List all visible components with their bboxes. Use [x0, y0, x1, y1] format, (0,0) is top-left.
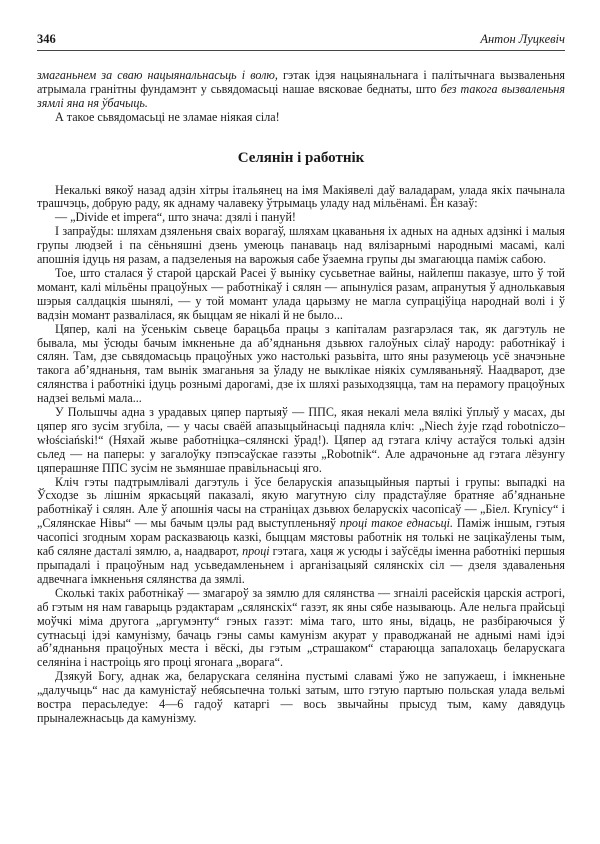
- intro-italic-1: змаганьнем за сваю нацыянальнасьць і волю,: [37, 68, 278, 82]
- book-page: [37, 32, 565, 726]
- paragraph-text: Кліч гэты падтрымлівалі дагэтуль і ўсе беларускія апазыцыйныя партыі і групы: выпадкі на Ўсходзе зь лішнім яркасьцяй паказалі, якую магутную сілу прадстаўляе братняе аб’яднаньне работнікаў і сялян. Але ў апошнія часы на страніцах дзьвюх беларускіх часопісаў — „Біел. Krynicy“ і „Сялянскае Нівы“ — мы бачым цэлы рад выступленьняў: [37, 474, 565, 531]
- intro-paragraph-2: А такое сьвядомасьці не зламае ніякая сіла!: [55, 109, 280, 124]
- paragraph: Тое, што сталася ў старой царскай Расеі ў выніку сусьветнае вайны, найлепш паказуе, што ў той момант, калі мільёны працоўных — работнікаў і сялян — апынуліся разам, апранутыя ў аднолькавыя шэрыя салдацкія шынялі, — у той момант улада царызму не магла супраціўіца народнай волі і ў вадзін момант развалілася, як быццам яе нікалі й не было...: [37, 265, 565, 322]
- running-author: Антон Луцкевіч: [480, 32, 565, 46]
- paragraph-text: Паміж іншым, гэтыя часопісі згодным хорам расказваюць казкі, быццам мястовы работнік ня толькі не зацікаўлены тым, каб сяляне дасталі зямлю, а, наадварот,: [37, 516, 566, 559]
- page-number: 346: [37, 32, 56, 46]
- paragraph: Сколькі такіх работнікаў — змагароў за зямлю для сялянства — згнаілі расейскія царскія астрогі, аб гэтым ня нам гаварыць рэдактарам „сялянскіх“ газэт, як яны сябе называюць. Але нельга прайсьці моўчкі міма другога „аргумэнту“ гэных газэт: міма таго, што яны, відаць, не разбіраючыся ў сутнасьці ідэі камунізму, бачаць гэны самы камунізм акурат у праводжанай не аднымі намі ідэі аб’яднаньня працоўных места і вёскі, ды гэтым „страшаком“ стараюцца запалохаць беларускага селяніна і настроіць яго проці ягонага „ворага“.: [37, 585, 565, 670]
- intro-paragraph-1: [37, 69, 565, 111]
- paragraph-italic: проці такое еднасьці.: [339, 516, 454, 531]
- paragraph: У Польшчы адна з урадавых цяпер партыяў — ППС, якая некалі мела вялікі ўплыў у масах, ды цяпер яго зусім згубіла, — у часы сваёй апазыцыйнасьці падняла кліч: „Niech żyje rząd robotniczo–włościański!“ (Няхай жыве работніцка–сялянскі ўрад!). Цяпер ад гэтага клічу астаўся толькі адзін сьлед — на паперы: у загалоўку пэпэсаўскае газэты „Robotnik“. Але адрачоньне ад гэтага лёзунгу цяперашняе ППС зусім не зьмяншае правільнасьці яго.: [37, 405, 565, 475]
- paragraph: [37, 476, 565, 587]
- paragraph-italic: проці: [242, 544, 270, 559]
- paragraph: Некалькі вякоў назад адзін хітры італьянец на імя Макіявелі даў валадарам, улада якіх пачынала трашчэць, добрую раду, як аднаму чалавеку ўтрымаць уладу над мільёнамі. Ён казаў:: [37, 182, 565, 211]
- paragraph: Дзякуй Богу, аднак жа, беларускага селяніна пустымі славамі ўжо не запужаеш, і імкненьне „далучыць“ нас да камуністаў небясьпечна толькі затым, што гэтую партыю польская улада вельмі востра перасьледуе: 4—6 гадоў катаргі — вось звычайны прысуд тым, каму давядуць прыналежнасьць да камунізму.: [37, 669, 565, 725]
- intro-text-1: гэтак ідэя нацыянальнага і палітычнага вызваленьня атрымала гранітны фундамэнт у сьвядомасьці нашае вясковае беднаты, што: [37, 68, 565, 96]
- section-title: Селянін і работнік: [237, 149, 365, 166]
- intro-italic-2: без такога вызваленьня зямлі яна ня ўбачыць.: [37, 81, 565, 110]
- running-header: [37, 32, 565, 51]
- paragraph: Цяпер, калі на ўсенькім сьвеце барацьба працы з капіталам разгарэлася так, як дагэтуль не бывала, мы ўсюды бачым імкненьне да аб’яднаньня дзьвюх галоўных сілаў народу: работнікаў і сялян. Там, дзе сьвядомасьць працоўных ужо настолькі разьвіта, што яны разумеюць усё значэньне такога аб’яднаньня, там вынік змаганьня за ўладу не выклікае ніякіх сумляваньняў. Наадварот, дзе сялянства і работнікі ідуць рознымі дарогамі, дзе іх шляхі разыходзяцца, там на перамогу працоўных надзеі вельмі мала...: [37, 321, 565, 406]
- paragraph-quote: — „Divide et impera“, што знача: дзялі і пануй!: [55, 210, 296, 225]
- paragraph: І запраўды: шляхам дзяленьня сваіх ворагаў, шляхам цкаваньня іх адных на адных адзінкі і малыя групы людзей і па сёньняшні дзень умеюць панаваць над вялізарнымі народнымі масамі, калі апошнія ідуць ня разам, а падзеленыя на варожыя сабе ўзаемна групы ды змагаюцца паміж сабою.: [37, 224, 565, 267]
- paragraph-text: гэтага, хаця ж усюды і заўсёды іменна работнікі першыя прыпадалі і працоўным над усьведамленьнем і арганізацыяй сялянскіх сіл — дзеля здаваленьня адвечнага імкненьня сялянства да зямлі.: [37, 544, 565, 586]
- page-body: [37, 69, 565, 726]
